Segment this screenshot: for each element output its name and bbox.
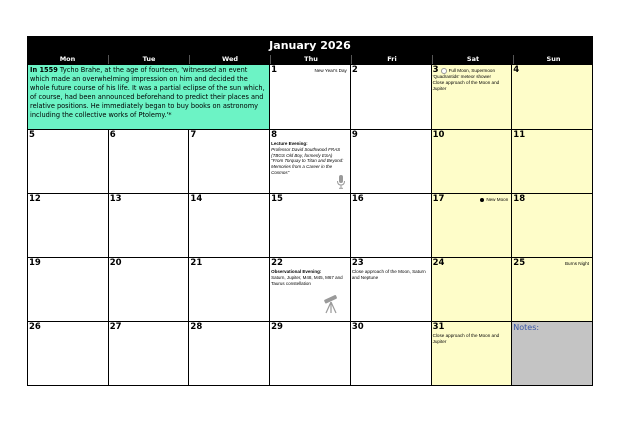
- day-number: 26: [29, 322, 41, 332]
- quote-year: In 1559: [30, 66, 58, 74]
- day-number: 9: [351, 130, 358, 140]
- new-moon-icon: [480, 198, 484, 202]
- microphone-icon: [336, 175, 346, 189]
- day-cell-23[interactable]: [351, 258, 432, 322]
- weekday-mon: Mon: [27, 55, 108, 64]
- lecture-heading: Lecture Evening:: [271, 141, 308, 146]
- lecture-speaker: Professor David Southwood FRAS (TBGS Old Boy, formerly ESA): [271, 146, 341, 158]
- day-cell-20[interactable]: [109, 258, 190, 322]
- day-cell-31[interactable]: [432, 322, 513, 386]
- weekday-sun: Sun: [513, 55, 593, 64]
- weekday-tue: Tue: [108, 55, 189, 64]
- quote-text: Tycho Brahe, at the age of fourteen, 'witnessed an event which made an overwhelming impression on him and decided the whole future course of his life. It was a partial eclipse of the sun which, of course, had been announced beforehand to predict their places and relative positions. He immediately began to buy books on astronomy including the collective works of Ptolemy.'*: [30, 66, 265, 119]
- day-number: 6: [109, 130, 116, 140]
- day-number: 14: [190, 194, 203, 204]
- day-cell-21[interactable]: [189, 258, 270, 322]
- lecture-title: "From Torquay to Titan and Beyond: Memories from a Career in the Cosmos": [271, 158, 344, 175]
- weekday-fri: Fri: [351, 55, 432, 64]
- day-cell-6[interactable]: [109, 130, 190, 194]
- day-number: 13: [109, 194, 122, 204]
- observation-info: [271, 269, 349, 286]
- day-cell-19[interactable]: [28, 258, 109, 322]
- day-number: 25: [513, 258, 526, 268]
- weekday-wed: Wed: [189, 55, 270, 64]
- day-number: 30: [351, 322, 364, 332]
- day-number: 3: [432, 65, 439, 75]
- day-cell-9[interactable]: [351, 130, 432, 194]
- day-number: 29: [271, 322, 283, 332]
- day-number: 23: [351, 258, 364, 268]
- day-cell-25[interactable]: [512, 258, 593, 322]
- day-cell-18[interactable]: [512, 194, 593, 258]
- day-cell-10[interactable]: [432, 130, 513, 194]
- day-event: 'Quadrantids' meteor shower: [432, 74, 492, 79]
- day-number: 18: [513, 194, 526, 204]
- observation-text: Saturn, Jupiter, M48, M45, M67 and Taurus constellation: [271, 274, 343, 286]
- history-quote: [28, 65, 270, 130]
- day-cell-30[interactable]: [351, 322, 432, 386]
- day-number: 15: [271, 194, 283, 204]
- day-cell-7[interactable]: [189, 130, 270, 194]
- day-event: New Year's Day: [314, 68, 347, 73]
- notes-label: Notes:: [513, 323, 540, 332]
- weekday-thu: Thu: [270, 55, 351, 64]
- day-cell-2[interactable]: [351, 65, 432, 130]
- weekday-header: [27, 55, 593, 64]
- day-cell-8[interactable]: [270, 130, 351, 194]
- day-number: 27: [109, 322, 122, 332]
- day-number: 17: [432, 194, 445, 204]
- day-number: 20: [109, 258, 122, 268]
- day-cell-28[interactable]: [189, 322, 270, 386]
- calendar-grid: [27, 64, 593, 386]
- day-number: 8: [271, 130, 278, 140]
- day-cell-15[interactable]: [270, 194, 351, 258]
- day-cell-22[interactable]: [270, 258, 351, 322]
- day-event: Close approach of the Moon and Jupiter: [432, 333, 500, 344]
- day-number: 5: [29, 130, 35, 140]
- day-number: 28: [190, 322, 203, 332]
- day-number: 11: [513, 130, 526, 140]
- day-cell-16[interactable]: [351, 194, 432, 258]
- day-cell-11[interactable]: [512, 130, 593, 194]
- day-cell-12[interactable]: [28, 194, 109, 258]
- day-cell-4[interactable]: [512, 65, 593, 130]
- day-event: New Moon: [486, 197, 509, 202]
- day-event: Close approach of the Moon and Jupiter: [432, 80, 500, 91]
- day-number: 1: [271, 65, 278, 75]
- day-number: 7: [190, 130, 197, 140]
- day-number: 16: [351, 194, 364, 204]
- day-cell-13[interactable]: [109, 194, 190, 258]
- day-event: Burns Night: [564, 261, 589, 266]
- lecture-info: [271, 141, 349, 176]
- month-title: January 2026: [27, 36, 593, 55]
- day-cell-14[interactable]: [189, 194, 270, 258]
- day-cell-17[interactable]: [432, 194, 513, 258]
- day-cell-27[interactable]: [109, 322, 190, 386]
- day-cell-26[interactable]: [28, 322, 109, 386]
- day-cell-24[interactable]: [432, 258, 513, 322]
- notes-box[interactable]: [512, 322, 593, 386]
- day-number: 2: [351, 65, 358, 75]
- day-number: 10: [432, 130, 445, 140]
- calendar: [27, 36, 593, 386]
- day-event: Close approach of the Moon, Saturn and Neptune: [351, 269, 426, 280]
- weekday-sat: Sat: [432, 55, 513, 64]
- day-number: 19: [29, 258, 41, 268]
- day-number: 31: [432, 322, 445, 332]
- day-event: Full Moon, Supermoon: [448, 68, 496, 74]
- day-cell-3[interactable]: [432, 65, 513, 130]
- day-number: 24: [432, 258, 445, 268]
- day-number: 4: [513, 65, 520, 75]
- telescope-icon: [322, 294, 340, 314]
- day-cell-29[interactable]: [270, 322, 351, 386]
- day-number: 21: [190, 258, 203, 268]
- day-number: 12: [29, 194, 41, 204]
- day-number: 22: [271, 258, 283, 268]
- observation-heading: Observational Evening:: [271, 269, 322, 274]
- day-cell-5[interactable]: [28, 130, 109, 194]
- day-cell-1[interactable]: [270, 65, 351, 130]
